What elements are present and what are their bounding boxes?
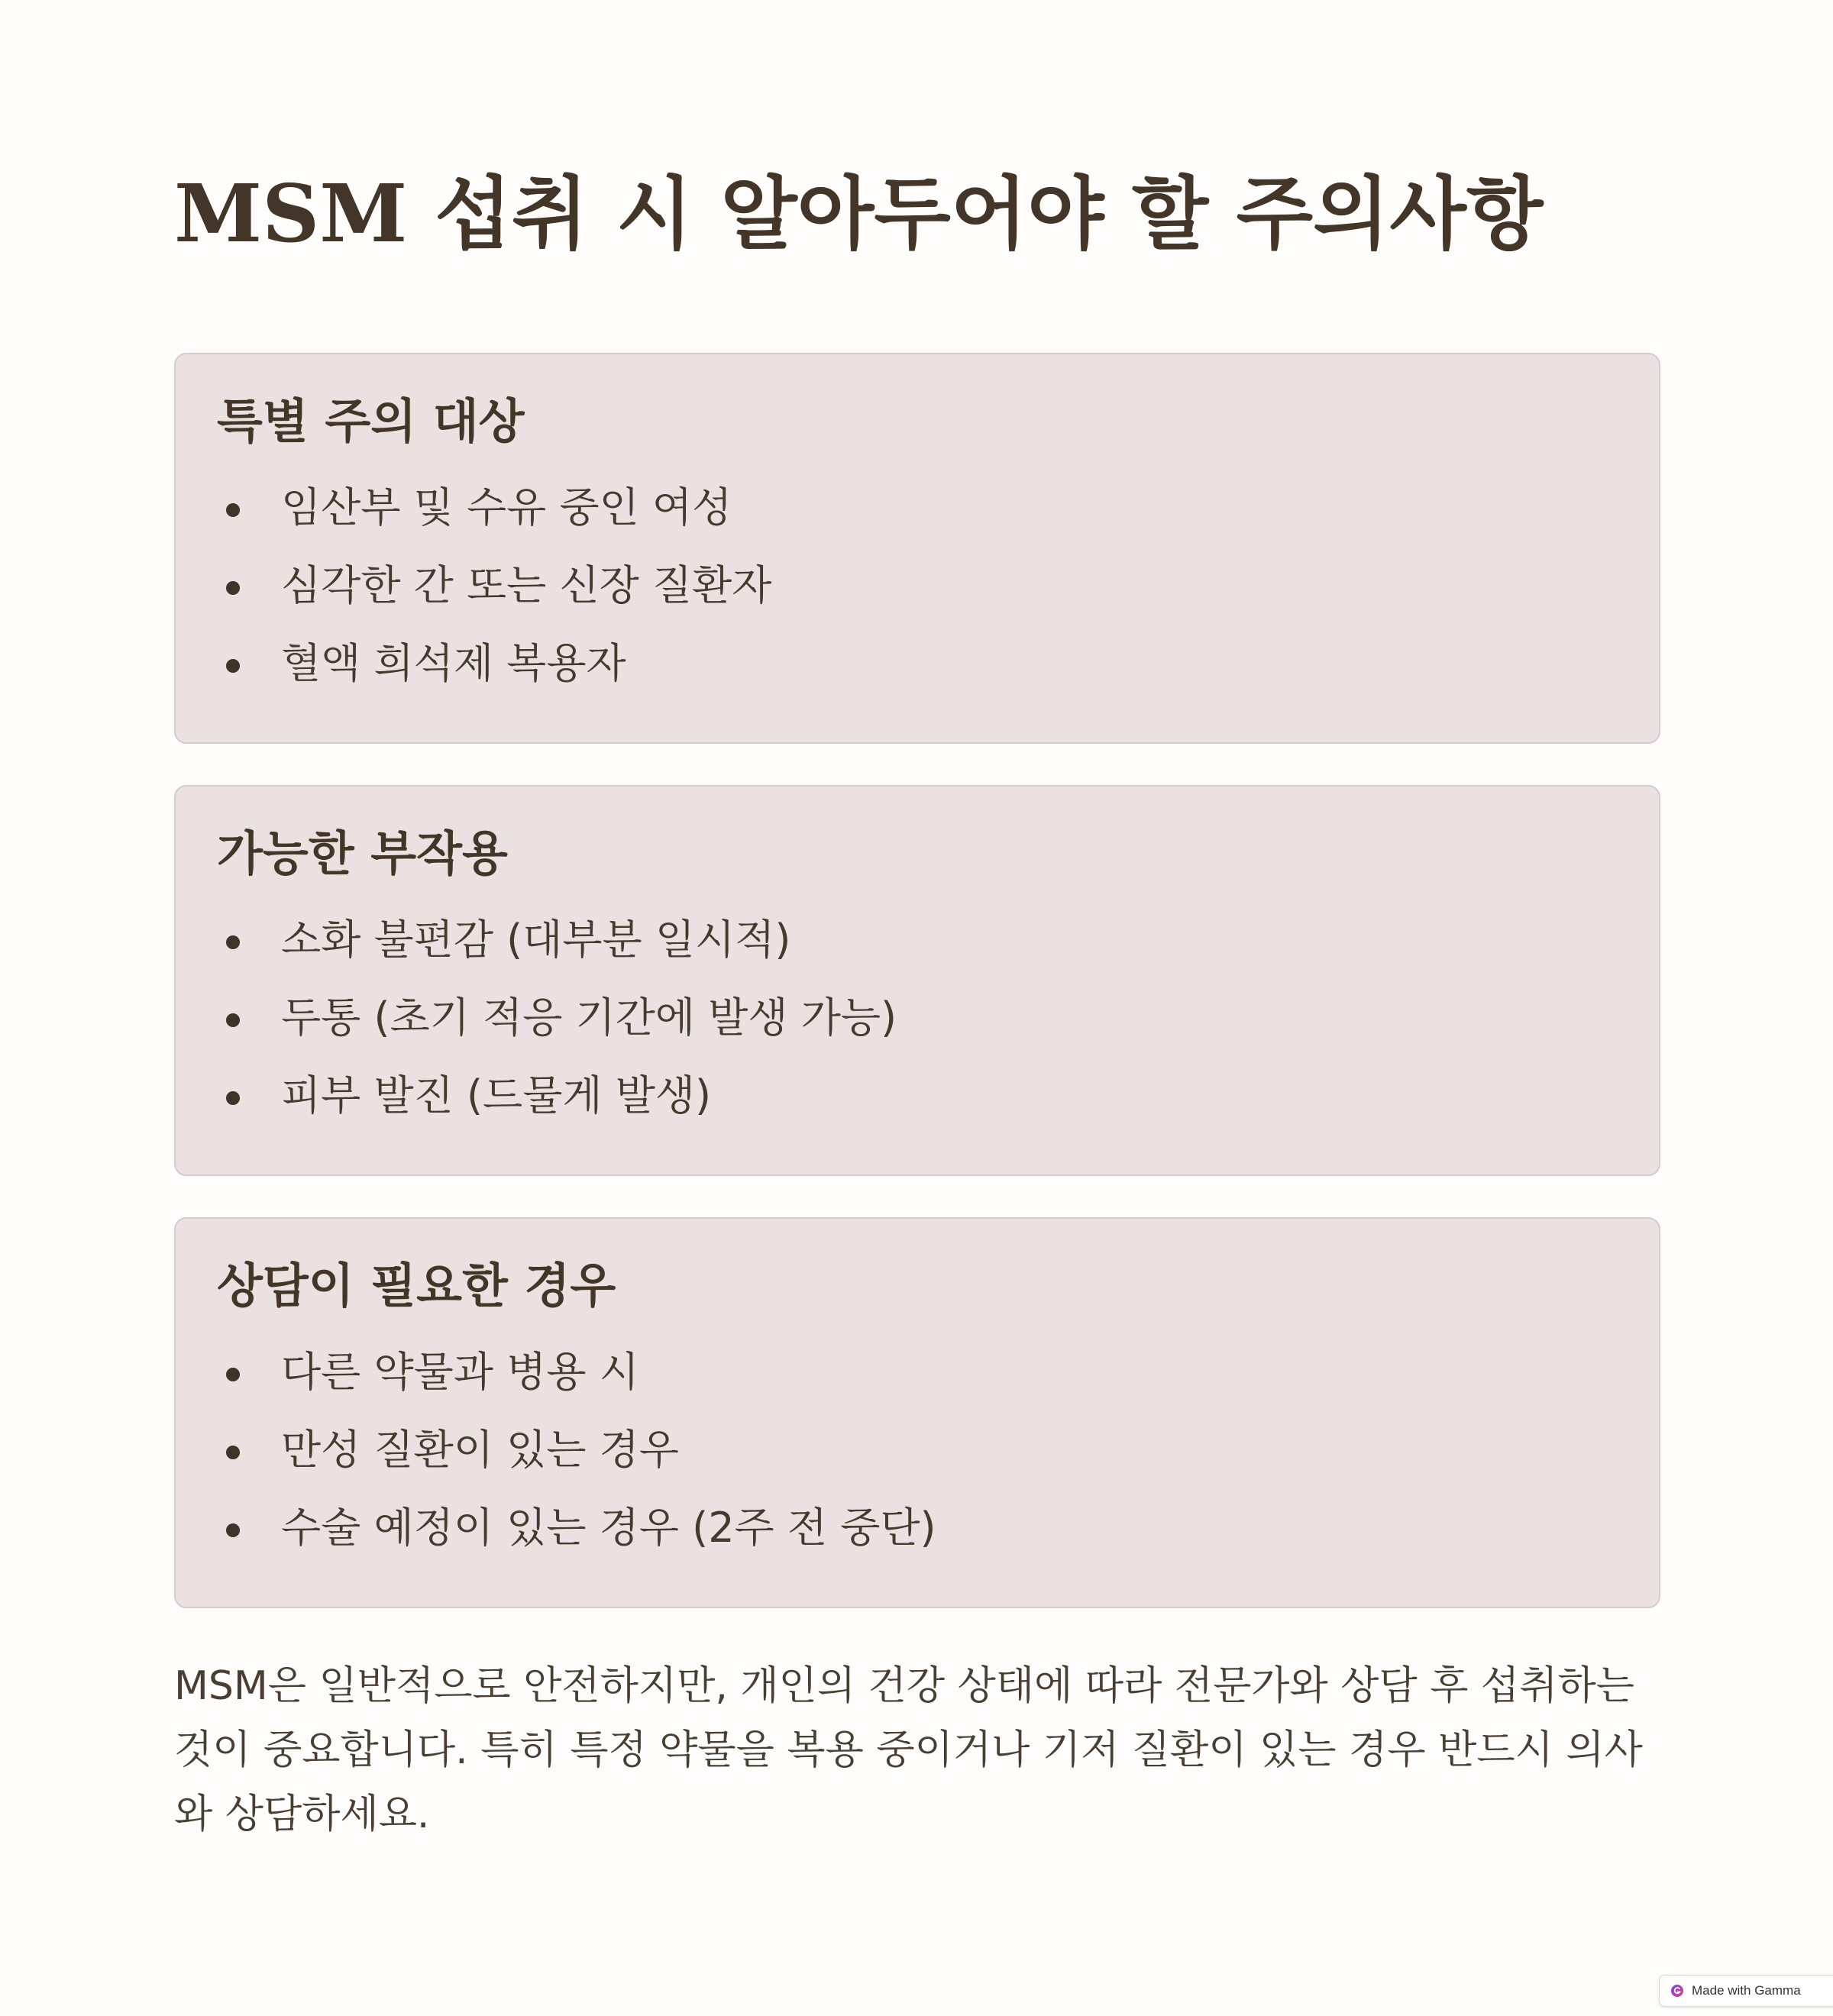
bullet-icon (226, 1446, 240, 1459)
bullet-icon (226, 1368, 240, 1381)
summary-paragraph: MSM은 일반적으로 안전하지만, 개인의 건강 상태에 따라 전문가와 상담 후 섭취하는 것이 중요합니다. 특히 특정 약물을 복용 중이거나 기저 질환이 있는 경우 반드시 의사와 상담하세요. (174, 1663, 1643, 1837)
gamma-logo-icon (1670, 1984, 1684, 1998)
made-with-gamma-badge[interactable] (1659, 1975, 1833, 2007)
list-item-text: 다른 약물과 병용 시 (281, 1348, 639, 1396)
bullet-icon (226, 935, 240, 949)
bullet-icon (226, 1013, 240, 1027)
bullet-icon (226, 1091, 240, 1105)
list-item-text: 소화 불편감 (대부분 일시적) (281, 916, 791, 964)
list-item-text: 피부 발진 (드물게 발생) (281, 1071, 712, 1119)
list-item-text: 임산부 및 수유 중인 여성 (281, 483, 732, 531)
page-title-latin: MSM (174, 166, 408, 260)
list-item-text: 만성 질환이 있는 경우 (281, 1426, 679, 1474)
bullet-icon (226, 1523, 240, 1537)
list-item-text: 혈액 희석제 복용자 (281, 639, 626, 687)
badge-label: Made with Gamma (1692, 1983, 1801, 1998)
page-title-korean: 섭취 시 알아두어야 할 주의사항 (435, 167, 1544, 260)
list-item-text: 수술 예정이 있는 경우 (2주 전 중단) (281, 1504, 936, 1552)
list-item-text: 심각한 간 또는 신장 질환자 (281, 561, 772, 609)
card-consultation-needed (174, 1217, 1660, 1608)
page-title (174, 160, 1543, 267)
card-side-effects (174, 785, 1660, 1176)
card-heading: 가능한 부작용 (217, 825, 508, 881)
card-heading: 상담이 필요한 경우 (217, 1258, 616, 1313)
bullet-icon (226, 659, 240, 673)
bullet-icon (226, 503, 240, 517)
card-heading: 특별 주의 대상 (217, 393, 525, 449)
card-special-caution (174, 353, 1660, 744)
bullet-icon (226, 581, 240, 595)
list-item-text: 두통 (초기 적응 기간에 발생 가능) (281, 993, 897, 1042)
